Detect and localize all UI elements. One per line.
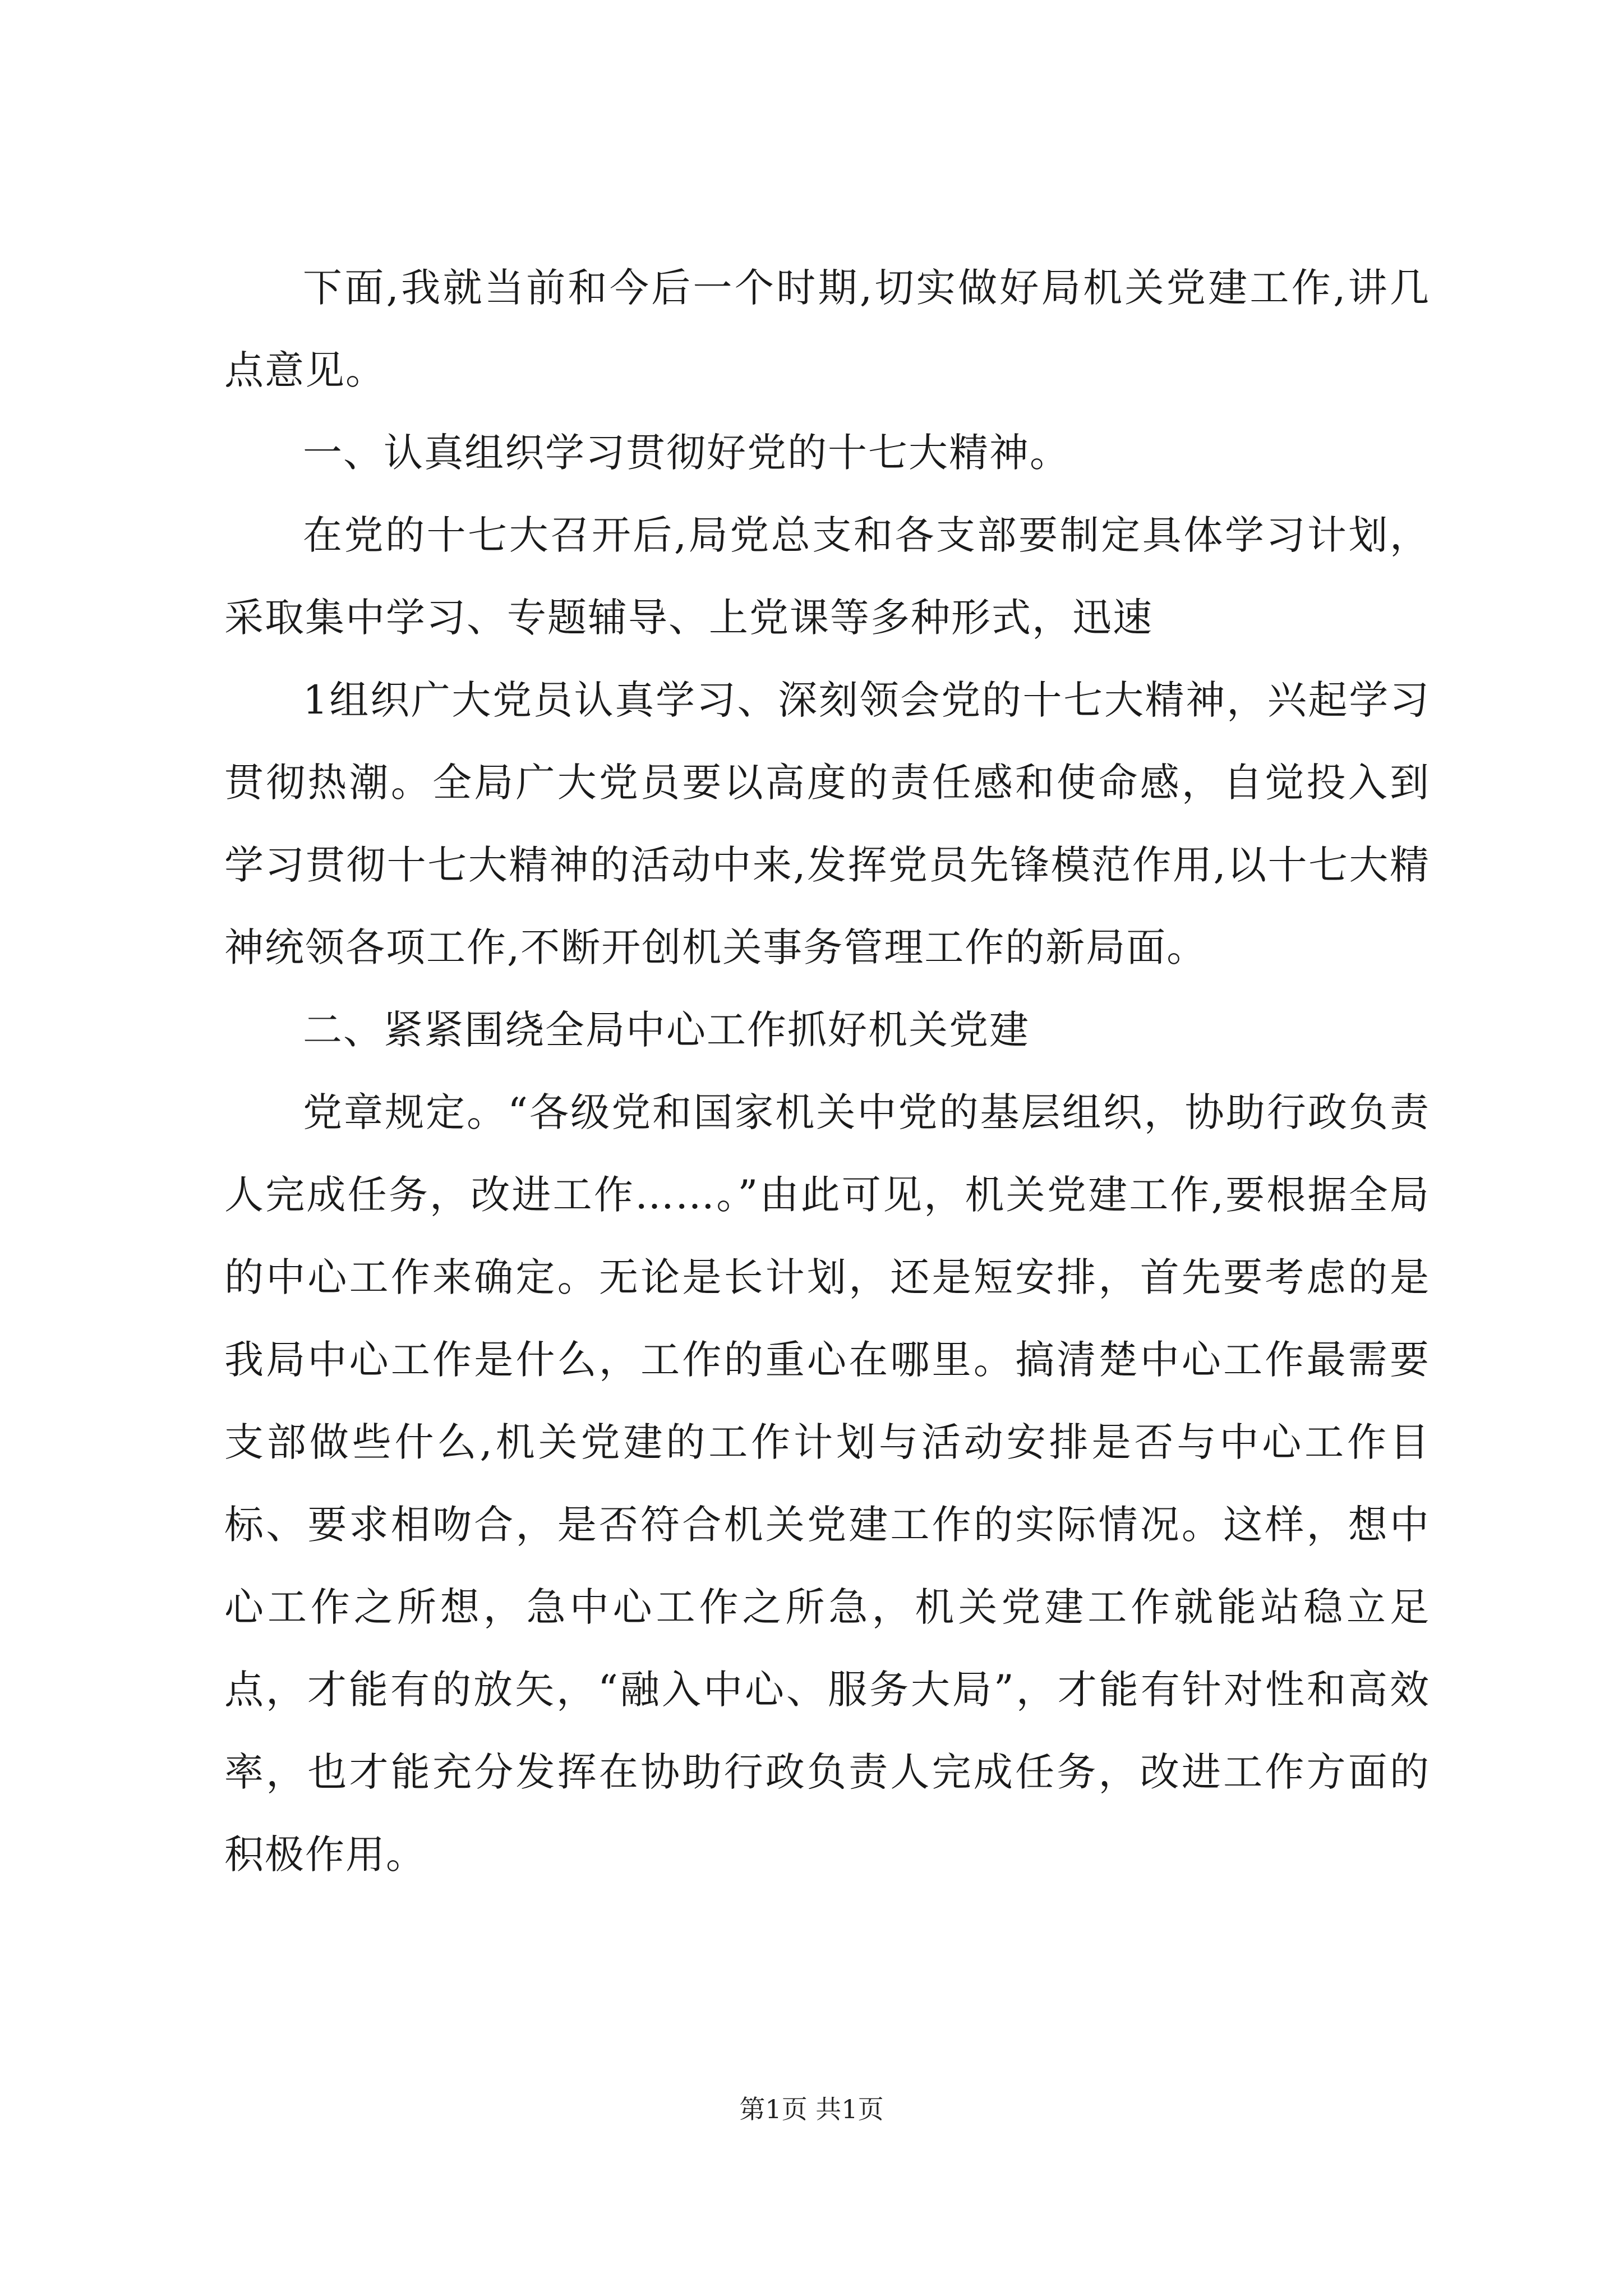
section-heading-2: 二、紧紧围绕全局中心工作抓好机关党建 (303, 1007, 1030, 1053)
paragraph-study-spirit: 1组织广大党员认真学习、深刻领会党的十七大精神，兴起学习贯彻热潮。全局广大党员要以高度的责任感和使命感，自觉投入到学习贯彻十七大精神的活动中来,发挥党员先锋模范作用,以十七大精神统领各项工作,不断开创机关事务管理工作的新局面。 (224, 677, 1430, 970)
document-body (224, 247, 1430, 1896)
paragraph-party-constitution: 党章规定。“各级党和国家机关中党的基层组织，协助行政负责人完成任务，改进工作……。”由此可见，机关党建工作,要根据全局的中心工作来确定。无论是长计划，还是短安排，首先要考虑的是我局中心工作是什么，工作的重心在哪里。搞清楚中心工作最需要支部做些什么,机关党建的工作计划与活动安排是否与中心工作目标、要求相吻合，是否符合机关党建工作的实际情况。这样，想中心工作之所想，急中心工作之所急，机关党建工作就能站稳立足点，才能有的放矢，“融入中心、服务大局”，才能有针对性和高效率，也才能充分发挥在协助行政负责人完成任务，改进工作方面的积极作用。 (224, 1089, 1430, 1878)
paragraph-intro: 下面,我就当前和今后一个时期,切实做好局机关党建工作,讲几点意见。 (224, 265, 1430, 393)
section-heading-1: 一、认真组织学习贯彻好党的十七大精神。 (303, 430, 1070, 476)
paragraph-study-plan: 在党的十七大召开后,局党总支和各支部要制定具体学习计划，采取集中学习、专题辅导、上党课等多种形式，迅速 (224, 512, 1430, 641)
page-footer: 第1页 共1页 (739, 2094, 884, 2124)
